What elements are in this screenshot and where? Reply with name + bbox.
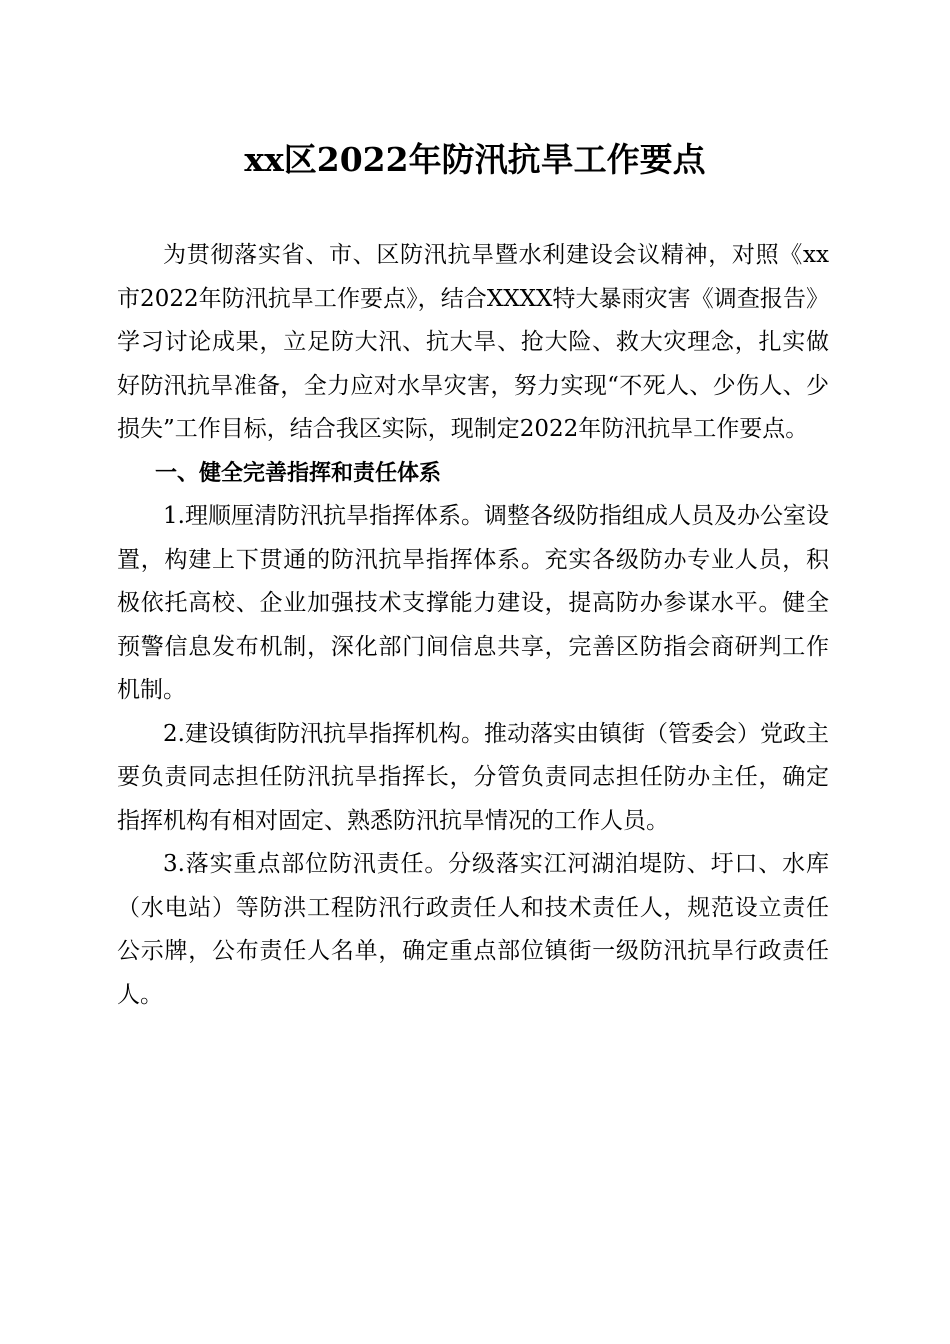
intro-paragraph: 为贯彻落实省、市、区防汛抗旱暨水利建设会议精神，对照《xx市2022年防汛抗旱工作要点》，结合XXXX特大暴雨灾害《调查报告》学习讨论成果，立足防大汛、抗大旱、抢大险、救大灾理念，扎实做好防汛抗旱准备，全力应对水旱灾害，努力实现“不死人、少伤人、少损失”工作目标，结合我区实际，现制定2022年防汛抗旱工作要点。: [117, 242, 829, 442]
list-item: 1.理顺厘清防汛抗旱指挥体系。调整各级防指组成人员及办公室设置，构建上下贯通的防汛抗旱指挥体系。充实各级防办专业人员，积极依托高校、企业加强技术支撑能力建设，提高防办参谋水平。健全预警信息发布机制，深化部门间信息共享，完善区防指会商研判工作机制。: [117, 503, 829, 703]
list-item: 2.建设镇街防汛抗旱指挥机构。推动落实由镇街（管委会）党政主要负责同志担任防汛抗旱指挥长，分管负责同志担任防办主任，确定指挥机构有相对固定、熟悉防汛抗旱情况的工作人员。: [117, 720, 829, 834]
document-body: [117, 234, 829, 1017]
list-item: 3.落实重点部位防汛责任。分级落实江河湖泊堤防、圩口、水库（水电站）等防洪工程防汛行政责任人和技术责任人，规范设立责任公示牌，公布责任人名单，确定重点部位镇街一级防汛抗旱行政责任人。: [117, 851, 829, 1008]
section-heading: 一、健全完善指挥和责任体系: [155, 460, 442, 486]
document-title: xx区2022年防汛抗旱工作要点: [244, 140, 706, 179]
